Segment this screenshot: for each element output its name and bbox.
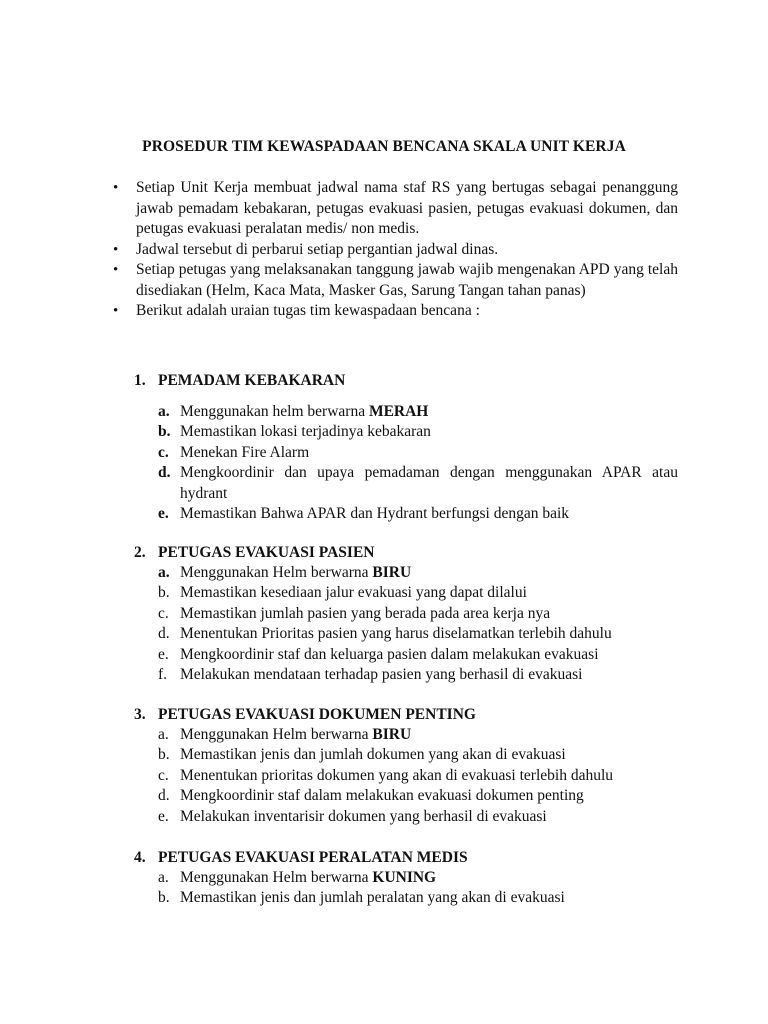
item-marker: d. <box>158 625 170 643</box>
item-marker: c. <box>158 604 169 622</box>
bullet-item: • Setiap petugas yang melaksanakan tanggung jawab wajib mengenakan APD yang telah disediakan (Helm, Kaca Mata, Masker Gas, Sarung Tangan tahan panas) <box>112 260 678 301</box>
task-list <box>134 725 678 827</box>
item-marker: b. <box>158 584 170 602</box>
task-list <box>134 868 678 909</box>
item-marker: d. <box>158 787 170 805</box>
item-marker: a. <box>158 403 170 420</box>
section-number: 1. <box>134 372 146 389</box>
item-text: Menggunakan helm berwarna <box>180 403 369 420</box>
section-petugas-evakuasi-pasien <box>134 543 678 685</box>
intro-bullet-list <box>112 178 678 322</box>
item-marker: a. <box>158 869 169 886</box>
section-number: 2. <box>134 544 146 561</box>
item-keyword: KUNING <box>372 869 437 886</box>
list-item <box>134 422 678 442</box>
list-item <box>134 463 678 504</box>
item-marker: d. <box>158 464 171 482</box>
section-petugas-evakuasi-dokumen <box>134 705 678 827</box>
item-text: Menentukan prioritas dokumen yang akan di evakuasi terlebih dahulu <box>180 766 614 784</box>
list-item <box>134 786 678 806</box>
item-text: Menggunakan Helm berwarna <box>180 726 373 743</box>
document-title: PROSEDUR TIM KEWASPADAAN BENCANA SKALA UNIT KERJA <box>142 138 626 155</box>
item-marker: a. <box>158 726 169 743</box>
list-item <box>134 402 678 422</box>
item-marker: e. <box>158 645 169 663</box>
list-item <box>134 624 678 644</box>
section-pemadam-kebakaran <box>134 371 678 524</box>
item-text: Memastikan kesediaan jalur evakuasi yang dapat dilalui <box>180 584 527 602</box>
section-heading <box>134 371 678 391</box>
list-item <box>134 645 678 665</box>
item-marker: c. <box>158 766 169 784</box>
bullet-item: • Berikut adalah uraian tugas tim kewaspadaan bencana : <box>112 301 678 322</box>
item-text: Mengkoordinir dan upaya pemadaman dengan menggunakan APAR atau hydrant <box>180 464 678 502</box>
list-item <box>134 604 678 624</box>
item-keyword: BIRU <box>372 564 412 581</box>
task-list <box>134 402 678 524</box>
item-marker: b. <box>158 889 170 907</box>
item-text: Menggunakan Helm berwarna <box>180 564 373 581</box>
item-marker: b. <box>158 746 170 764</box>
item-text: Mengkoordinir staf dan keluarga pasien dalam melakukan evakuasi <box>180 645 599 663</box>
item-keyword: MERAH <box>368 403 429 420</box>
section-heading-text: PEMADAM KEBAKARAN <box>158 372 346 389</box>
section-petugas-evakuasi-peralatan <box>134 848 678 909</box>
item-marker: c. <box>158 443 169 461</box>
section-heading <box>134 543 678 563</box>
list-item <box>134 868 678 888</box>
section-heading <box>134 705 678 725</box>
item-text: Menentukan Prioritas pasien yang harus diselamatkan terlebih dahulu <box>180 625 612 643</box>
bullet-item: • Jadwal tersebut di perbarui setiap pergantian jadwal dinas. <box>112 240 678 261</box>
item-marker: e. <box>158 807 169 825</box>
item-text: Memastikan jenis dan jumlah peralatan yang akan di evakuasi <box>180 889 565 907</box>
item-text: Memastikan lokasi terjadinya kebakaran <box>180 423 431 441</box>
section-number: 4. <box>134 849 146 866</box>
item-marker: a. <box>158 564 170 581</box>
task-list <box>134 563 678 685</box>
section-heading-text: PETUGAS EVAKUASI PASIEN <box>158 544 375 561</box>
list-item <box>134 665 678 685</box>
list-item <box>134 563 678 583</box>
list-item <box>134 504 678 524</box>
item-text: Menekan Fire Alarm <box>180 443 310 461</box>
item-marker: e. <box>158 505 169 523</box>
section-heading-text: PETUGAS EVAKUASI PERALATAN MEDIS <box>158 849 468 866</box>
section-number: 3. <box>134 706 146 723</box>
list-item <box>134 807 678 827</box>
section-heading-text: PETUGAS EVAKUASI DOKUMEN PENTING <box>158 706 476 723</box>
item-text: Melakukan mendataan terhadap pasien yang berhasil di evakuasi <box>180 666 583 684</box>
list-item <box>134 888 678 908</box>
list-item <box>134 443 678 463</box>
list-item <box>134 745 678 765</box>
list-item <box>134 725 678 745</box>
item-marker: b. <box>158 423 171 441</box>
list-item <box>134 583 678 603</box>
section-heading <box>134 848 678 868</box>
item-text: Melakukan inventarisir dokumen yang berhasil di evakuasi <box>180 807 547 825</box>
item-text: Memastikan jumlah pasien yang berada pada area kerja nya <box>180 604 551 622</box>
list-item <box>134 766 678 786</box>
bullet-item: • Setiap Unit Kerja membuat jadwal nama staf RS yang bertugas sebagai penanggung jawab pemadam kebakaran, petugas evakuasi pasien, petugas evakuasi dokumen, dan petugas evakuasi peralatan medis/ non medis. <box>112 178 678 240</box>
item-text: Memastikan Bahwa APAR dan Hydrant berfungsi dengan baik <box>180 505 570 523</box>
item-text: Menggunakan Helm berwarna <box>180 869 373 886</box>
item-marker: f. <box>158 666 168 684</box>
item-text: Mengkoordinir staf dalam melakukan evakuasi dokumen penting <box>180 787 584 805</box>
item-keyword: BIRU <box>372 726 412 743</box>
item-text: Memastikan jenis dan jumlah dokumen yang akan di evakuasi <box>180 746 566 764</box>
